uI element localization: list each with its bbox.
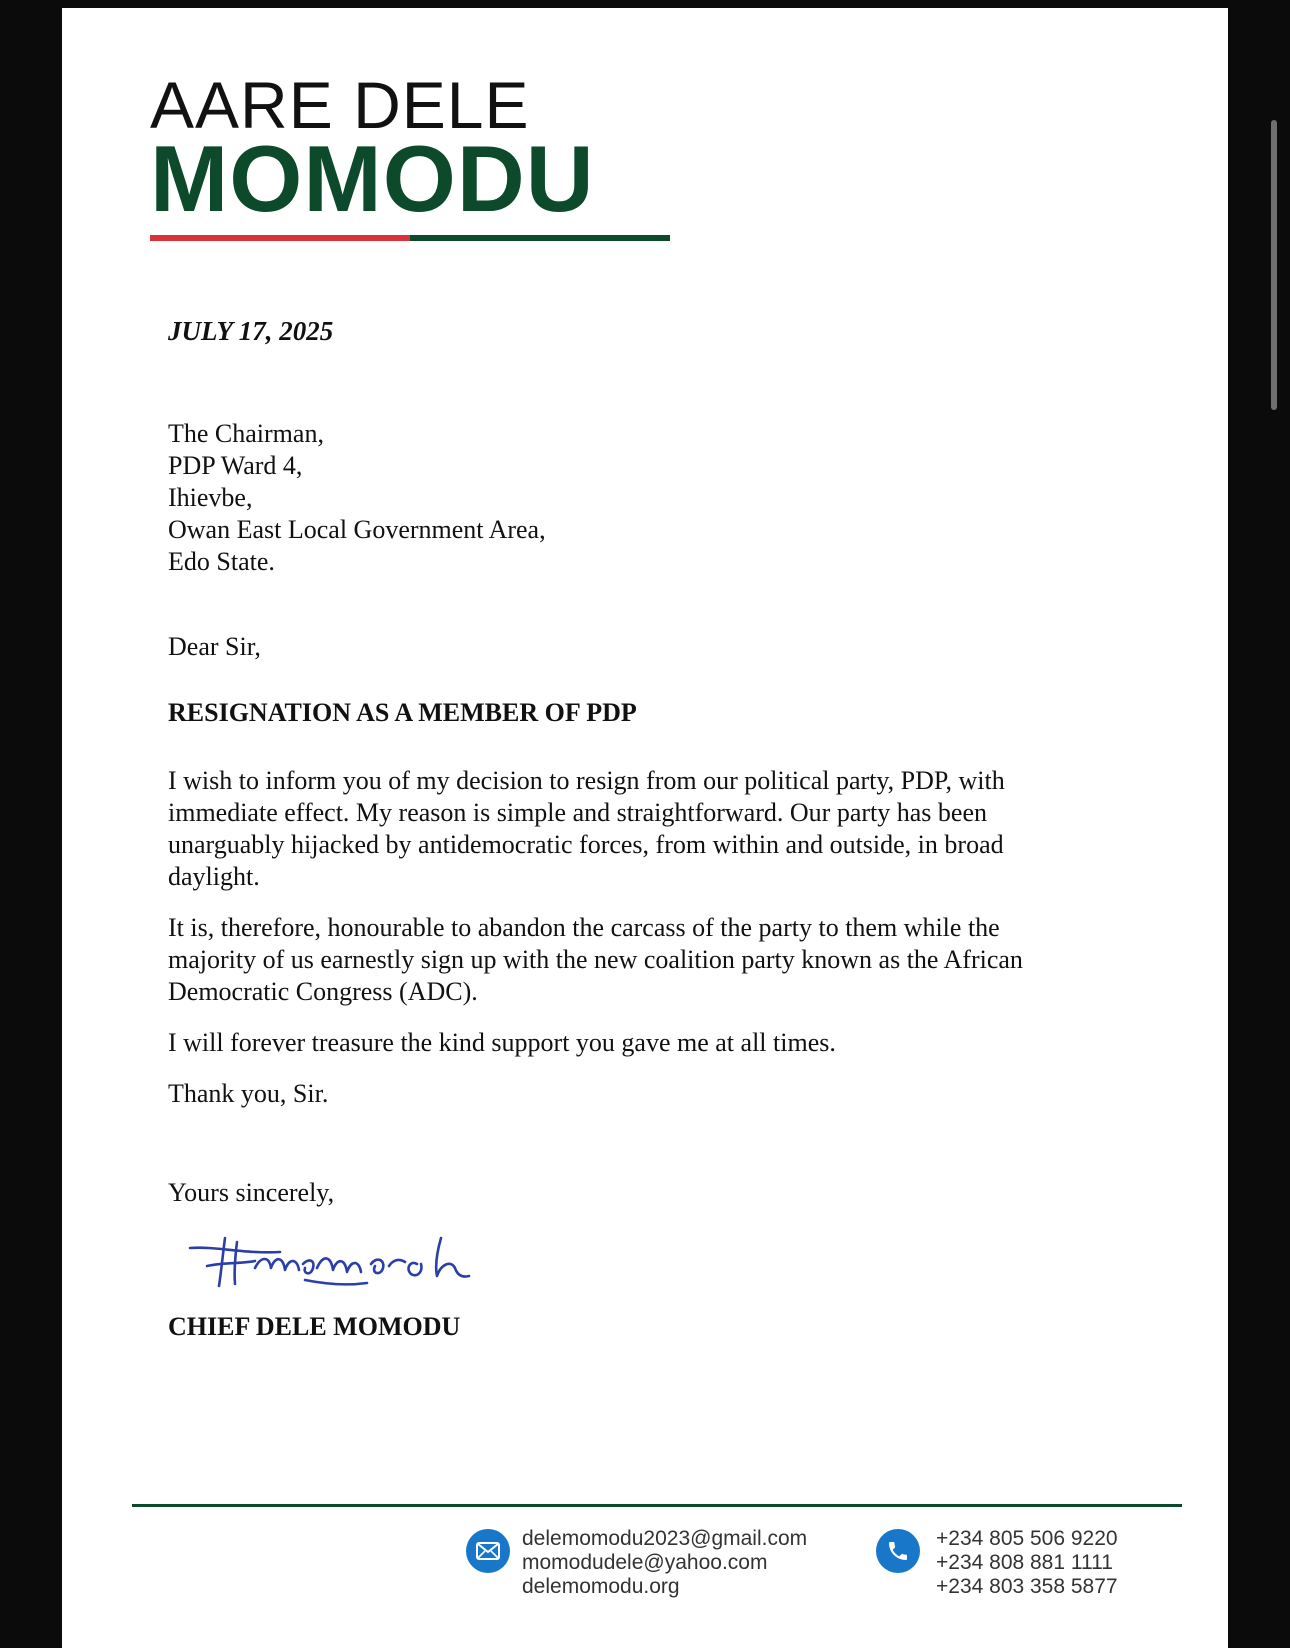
closing: Yours sincerely, xyxy=(168,1178,335,1207)
envelope-icon xyxy=(466,1529,510,1573)
phone-number[interactable]: +234 808 881 1111 xyxy=(936,1551,1113,1574)
letterhead-logo xyxy=(150,68,670,231)
logo-line1: AARE DELE xyxy=(150,68,530,142)
phone-list xyxy=(936,1527,1118,1599)
website-link[interactable]: delemomodu.org xyxy=(522,1575,680,1598)
body-paragraph: It is, therefore, honourable to abandon the carcass of the party to them while the majority of us earnestly sign up with the new coalition party known as the African Democratic Congress (ADC). xyxy=(168,913,1023,1006)
body-paragraph: Thank you, Sir. xyxy=(168,1079,329,1108)
email-address[interactable]: delemomodu2023@gmail.com xyxy=(522,1527,808,1550)
handwritten-signature xyxy=(185,1228,495,1300)
recipient-address xyxy=(168,418,546,578)
address-line: The Chairman, xyxy=(168,419,324,448)
salutation: Dear Sir, xyxy=(168,632,261,661)
phone-number[interactable]: +234 803 358 5877 xyxy=(936,1575,1118,1598)
footer-divider xyxy=(132,1504,1182,1507)
letter-date: JULY 17, 2025 xyxy=(168,316,334,346)
scrollbar[interactable] xyxy=(1271,120,1277,410)
address-line: Owan East Local Government Area, xyxy=(168,515,546,544)
logo-underline-red xyxy=(150,235,410,241)
address-line: Edo State. xyxy=(168,547,275,576)
phone-icon xyxy=(876,1529,920,1573)
logo-line2: MOMODU xyxy=(150,126,595,231)
body-paragraph: I will forever treasure the kind support you gave me at all times. xyxy=(168,1028,836,1057)
envelope-glyph xyxy=(476,1542,500,1560)
signer-name: CHIEF DELE MOMODU xyxy=(168,1312,461,1341)
email-address[interactable]: momodudele@yahoo.com xyxy=(522,1551,768,1574)
subject-line: RESIGNATION AS A MEMBER OF PDP xyxy=(168,698,637,727)
body-paragraph: I wish to inform you of my decision to resign from our political party, PDP, with immediate effect. My reason is simple and straightforward. Our party has been unarguably hijacked by antidemocratic forces, from within and outside, in broad daylight. xyxy=(168,766,1005,891)
letter-body xyxy=(168,765,1088,1129)
logo-underline xyxy=(150,235,670,241)
address-line: PDP Ward 4, xyxy=(168,451,303,480)
logo-underline-green xyxy=(410,235,670,241)
phone-glyph xyxy=(886,1539,910,1563)
email-list xyxy=(522,1527,807,1599)
phone-number[interactable]: +234 805 506 9220 xyxy=(936,1527,1118,1550)
address-line: Ihievbe, xyxy=(168,483,253,512)
